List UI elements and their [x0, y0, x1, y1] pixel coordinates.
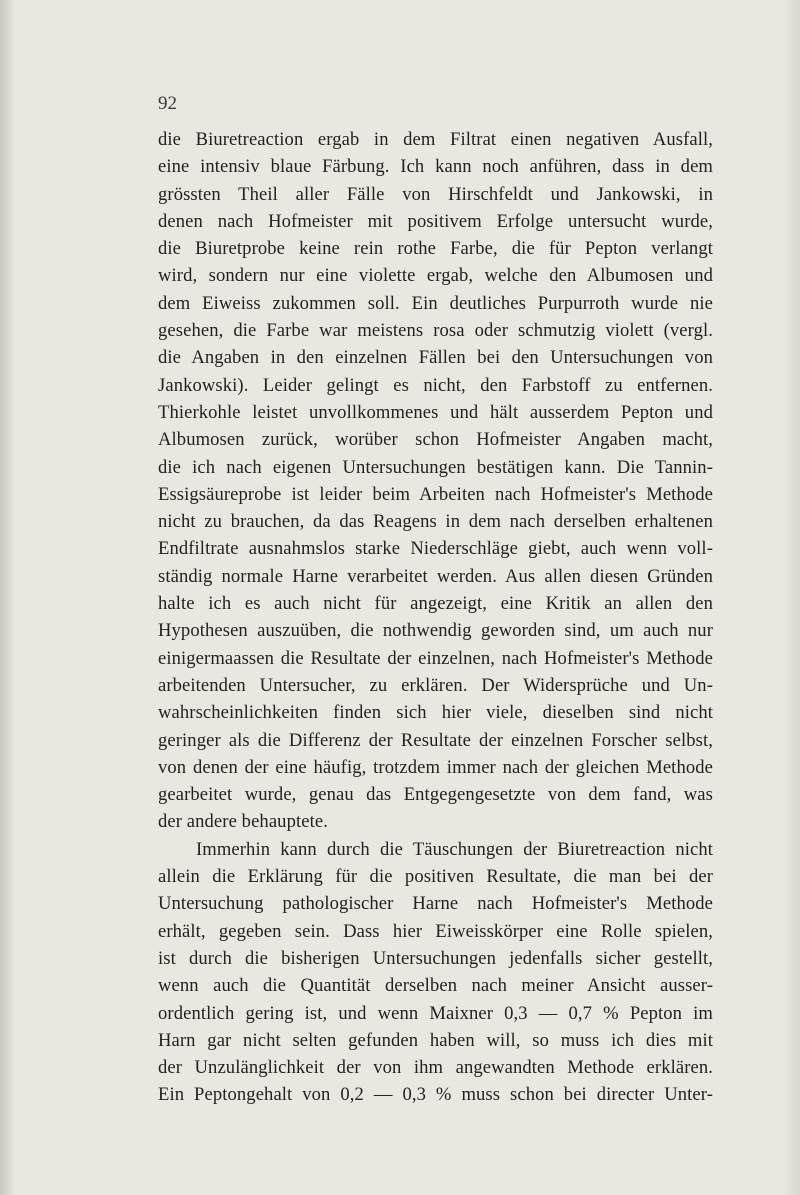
text-line: halte ich es auch nicht für angezeigt, eine Kritik an allen den [158, 593, 713, 615]
paragraph-end-line: der andere behauptete. [158, 811, 328, 833]
text-line: die Biuretprobe keine rein rothe Farbe, die für Pepton verlangt [158, 238, 713, 260]
text-line: allein die Erklärung für die positiven Resultate, die man bei der [158, 866, 713, 888]
text-line: nicht zu brauchen, da das Reagens in dem nach derselben erhaltenen [158, 511, 713, 533]
text-line: von denen der eine häufig, trotzdem immer nach der gleichen Methode [158, 756, 713, 778]
text-line: gesehen, die Farbe war meistens rosa oder schmutzig violett (vergl. [158, 320, 713, 342]
text-line: wenn auch die Quantität derselben nach meiner Ansicht ausser- [158, 975, 713, 997]
paragraph-start-line: Immerhin kann durch die Täuschungen der Biuretreaction nicht [196, 838, 713, 860]
text-line: Essigsäureprobe ist leider beim Arbeiten nach Hofmeister's Methode [158, 483, 713, 505]
text-line: geringer als die Differenz der Resultate der einzelnen Forscher selbst, [158, 729, 713, 751]
text-line: die Angaben in den einzelnen Fällen bei den Untersuchungen von [158, 347, 713, 369]
text-line: wahrscheinlichkeiten finden sich hier viele, dieselben sind nicht [158, 702, 713, 724]
text-line: einigermaassen die Resultate der einzelnen, nach Hofmeister's Methode [158, 647, 713, 669]
text-line: ist durch die bisherigen Untersuchungen jedenfalls sicher gestellt, [158, 947, 713, 969]
text-line: Endfiltrate ausnahmslos starke Niederschläge giebt, auch wenn voll- [158, 538, 713, 560]
text-line: Jankowski). Leider gelingt es nicht, den Farbstoff zu entfernen. [158, 374, 713, 396]
text-line: ordentlich gering ist, und wenn Maixner 0,3 — 0,7 % Pepton im [158, 1002, 713, 1024]
text-line: grössten Theil aller Fälle von Hirschfeldt und Jankowski, in [158, 183, 713, 205]
text-line: eine intensiv blaue Färbung. Ich kann noch anführen, dass in dem [158, 156, 713, 178]
text-line: erhält, gegeben sein. Dass hier Eiweisskörper eine Rolle spielen, [158, 920, 713, 942]
text-line: Untersuchung pathologischer Harne nach Hofmeister's Methode [158, 893, 713, 915]
text-line: Hypothesen auszuüben, die nothwendig geworden sind, um auch nur [158, 620, 713, 642]
page-number: 92 [158, 93, 177, 114]
page-edge-right [784, 0, 800, 1195]
body-text [158, 126, 713, 1109]
text-line: Albumosen zurück, worüber schon Hofmeister Angaben macht, [158, 429, 713, 451]
page-edge-left [0, 0, 14, 1195]
text-line: wird, sondern nur eine violette ergab, welche den Albumosen und [158, 265, 713, 287]
text-line: Ein Peptongehalt von 0,2 — 0,3 % muss schon bei directer Unter- [158, 1084, 713, 1106]
text-line: arbeitenden Untersucher, zu erklären. Der Widersprüche und Un- [158, 674, 713, 696]
text-line: Thierkohle leistet unvollkommenes und hält ausserdem Pepton und [158, 401, 713, 423]
text-line: denen nach Hofmeister mit positivem Erfolge untersucht wurde, [158, 210, 713, 232]
text-line: die ich nach eigenen Untersuchungen bestätigen kann. Die Tannin- [158, 456, 713, 478]
text-line: die Biuretreaction ergab in dem Filtrat einen negativen Ausfall, [158, 129, 713, 150]
text-line: Harn gar nicht selten gefunden haben will, so muss ich dies mit [158, 1029, 713, 1051]
text-line: der Unzulänglichkeit der von ihm angewandten Methode erklären. [158, 1057, 713, 1079]
text-line: ständig normale Harne verarbeitet werden. Aus allen diesen Gründen [158, 565, 713, 587]
text-line: dem Eiweiss zukommen soll. Ein deutliches Purpurroth wurde nie [158, 292, 713, 314]
text-line: gearbeitet wurde, genau das Entgegengesetzte von dem fand, was [158, 784, 713, 806]
